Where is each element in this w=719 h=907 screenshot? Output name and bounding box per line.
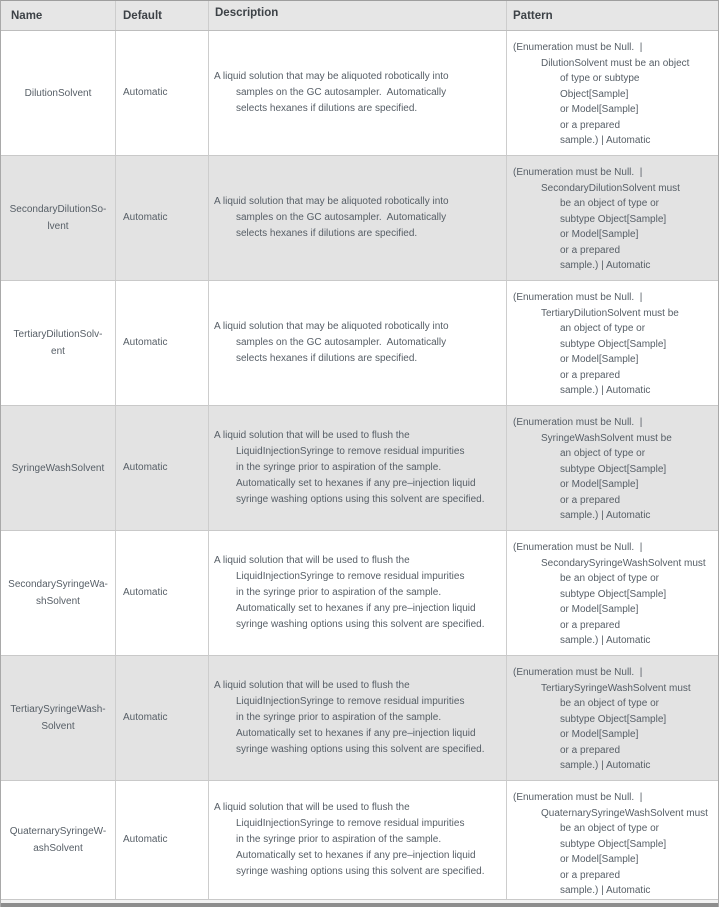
pattern-line: SyringeWashSolvent must be [541,432,672,444]
pattern-line: be an object of type or [560,198,659,209]
name-cell [1,281,116,405]
description-line: selects hexanes if dilutions are specified. [236,228,418,239]
pattern-line: of type or subtype [560,73,640,84]
default-value: Automatic [123,462,168,473]
default-value: Automatic [123,337,168,348]
name-cell [1,406,116,530]
name-cell [1,656,116,780]
pattern-line: or a prepared [560,494,621,506]
default-value: Automatic [123,587,168,598]
default-cell [116,156,209,280]
description-cell [209,31,507,155]
table-body [1,31,718,900]
pattern-line: or Model[Sample] [560,604,639,615]
table-row [1,656,718,781]
description-line: in the syringe prior to aspiration of the sample. [236,712,442,723]
description-line: Automatically set to hexanes if any pre–injection liquid [236,603,476,614]
description-line: A liquid solution that will be used to flush the [214,555,410,566]
description-cell [209,531,507,655]
pattern-line: (Enumeration must be Null. | [513,417,643,428]
pattern-line: sample.) | Automatic [560,385,651,396]
column-header-name: Name [1,1,116,30]
description-line: samples on the GC autosampler. Automatically [236,212,447,223]
pattern-line: QuaternarySyringeWashSolvent must [541,807,708,819]
pattern-cell [507,156,718,280]
pattern-line: be an object of type or [560,823,659,834]
pattern-line: (Enumeration must be Null. | [513,42,643,53]
table-row [1,156,718,281]
pattern-line: Object[Sample] [560,88,629,100]
default-value: Automatic [123,712,168,723]
description-line: syringe washing options using this solvent are specified. [236,744,485,755]
table-row [1,281,718,406]
pattern-line: subtype Object[Sample] [560,213,667,225]
description-line: LiquidInjectionSyringe to remove residual impurities [236,696,465,707]
table-bottom-edge [1,903,718,907]
name-line: TertiarySyringeWash- [10,704,106,715]
description-cell [209,156,507,280]
pattern-line: subtype Object[Sample] [560,838,667,850]
default-value: Automatic [123,834,168,845]
description-line: syringe washing options using this solvent are specified. [236,494,485,505]
description-line: Automatically set to hexanes if any pre–injection liquid [236,728,476,739]
description-line: A liquid solution that will be used to flush the [214,680,410,691]
default-cell [116,656,209,780]
column-header-default: Default [116,1,209,30]
pattern-cell [507,31,718,155]
description-line: A liquid solution that will be used to flush the [214,802,410,813]
description-line: A liquid solution that may be aliquoted robotically into [214,71,449,82]
description-line: LiquidInjectionSyringe to remove residual impurities [236,446,465,457]
table-row [1,31,718,156]
pattern-line: subtype Object[Sample] [560,338,667,350]
pattern-line: subtype Object[Sample] [560,713,667,725]
pattern-line: an object of type or [560,448,646,459]
name-line: ent [51,346,65,357]
pattern-line: an object of type or [560,323,646,334]
name-line: shSolvent [36,596,80,607]
pattern-line: subtype Object[Sample] [560,463,667,475]
pattern-line: sample.) | Automatic [560,135,651,146]
pattern-line: sample.) | Automatic [560,260,651,271]
pattern-line: or Model[Sample] [560,229,639,240]
name-cell [1,781,116,899]
pattern-line: (Enumeration must be Null. | [513,792,643,803]
pattern-cell [507,406,718,530]
description-line: Automatically set to hexanes if any pre–injection liquid [236,850,476,861]
pattern-line: (Enumeration must be Null. | [513,542,643,553]
pattern-line: DilutionSolvent must be an object [541,57,690,69]
pattern-line: or a prepared [560,869,621,881]
description-line: LiquidInjectionSyringe to remove residual impurities [236,818,465,829]
pattern-line: or a prepared [560,369,621,381]
name-line: lvent [47,221,69,232]
pattern-line: or a prepared [560,119,621,131]
pattern-cell [507,531,718,655]
pattern-cell [507,656,718,780]
default-value: Automatic [123,212,168,223]
table-row [1,406,718,531]
pattern-line: or Model[Sample] [560,729,639,740]
description-line: LiquidInjectionSyringe to remove residual impurities [236,571,465,582]
pattern-line: SecondarySyringeWashSolvent must [541,557,706,569]
name-cell [1,531,116,655]
description-cell [209,281,507,405]
description-cell [209,781,507,899]
description-line: A liquid solution that may be aliquoted robotically into [214,321,449,332]
pattern-line: TertiaryDilutionSolvent must be [541,307,679,319]
pattern-line: TertiarySyringeWashSolvent must [541,682,691,694]
pattern-line: (Enumeration must be Null. | [513,292,643,303]
pattern-line: be an object of type or [560,698,659,709]
pattern-line: be an object of type or [560,573,659,584]
table-header [1,1,718,31]
default-cell [116,406,209,530]
pattern-line: or a prepared [560,619,621,631]
default-value: Automatic [123,87,168,98]
description-line: samples on the GC autosampler. Automatically [236,337,447,348]
column-header-pattern: Pattern [513,9,553,22]
default-cell [116,781,209,899]
name-line: Solvent [41,721,75,732]
description-line: in the syringe prior to aspiration of the sample. [236,462,442,473]
pattern-line: or a prepared [560,744,621,756]
description-line: selects hexanes if dilutions are specified. [236,103,418,114]
pattern-cell [507,781,718,899]
default-cell [116,531,209,655]
pattern-line: sample.) | Automatic [560,510,651,521]
pattern-line: sample.) | Automatic [560,760,651,771]
pattern-line: (Enumeration must be Null. | [513,167,643,178]
name-cell [1,156,116,280]
name-line: SecondarySyringeWa- [8,579,108,590]
column-header-description: Description [209,1,507,30]
table-row [1,781,718,900]
pattern-line: or Model[Sample] [560,354,639,365]
name-line: QuaternarySyringeW- [9,826,107,837]
name-cell [1,31,116,155]
name-line: ashSolvent [33,843,83,854]
pattern-cell [507,281,718,405]
description-line: Automatically set to hexanes if any pre–injection liquid [236,478,476,489]
default-cell [116,281,209,405]
description-line: samples on the GC autosampler. Automatically [236,87,447,98]
name-line: SyringeWashSolvent [11,462,105,474]
default-cell [116,31,209,155]
pattern-line: or Model[Sample] [560,854,639,865]
description-line: syringe washing options using this solvent are specified. [236,619,485,630]
pattern-line: sample.) | Automatic [560,885,651,896]
description-line: in the syringe prior to aspiration of the sample. [236,834,442,845]
pattern-line: SecondaryDilutionSolvent must [541,182,680,194]
name-line: TertiaryDilutionSolv- [13,329,103,340]
description-line: selects hexanes if dilutions are specified. [236,353,418,364]
description-line: in the syringe prior to aspiration of the sample. [236,587,442,598]
pattern-line: or Model[Sample] [560,104,639,115]
description-line: A liquid solution that may be aliquoted robotically into [214,196,449,207]
pattern-line: or a prepared [560,244,621,256]
pattern-line: (Enumeration must be Null. | [513,667,643,678]
pattern-line: or Model[Sample] [560,479,639,490]
description-line: syringe washing options using this solvent are specified. [236,866,485,877]
name-line: DilutionSolvent [24,87,92,99]
pattern-line: sample.) | Automatic [560,635,651,646]
pattern-line: subtype Object[Sample] [560,588,667,600]
description-cell [209,656,507,780]
description-cell [209,406,507,530]
name-line: SecondaryDilutionSo- [9,204,107,215]
description-line: A liquid solution that will be used to flush the [214,430,410,441]
table-row [1,531,718,656]
